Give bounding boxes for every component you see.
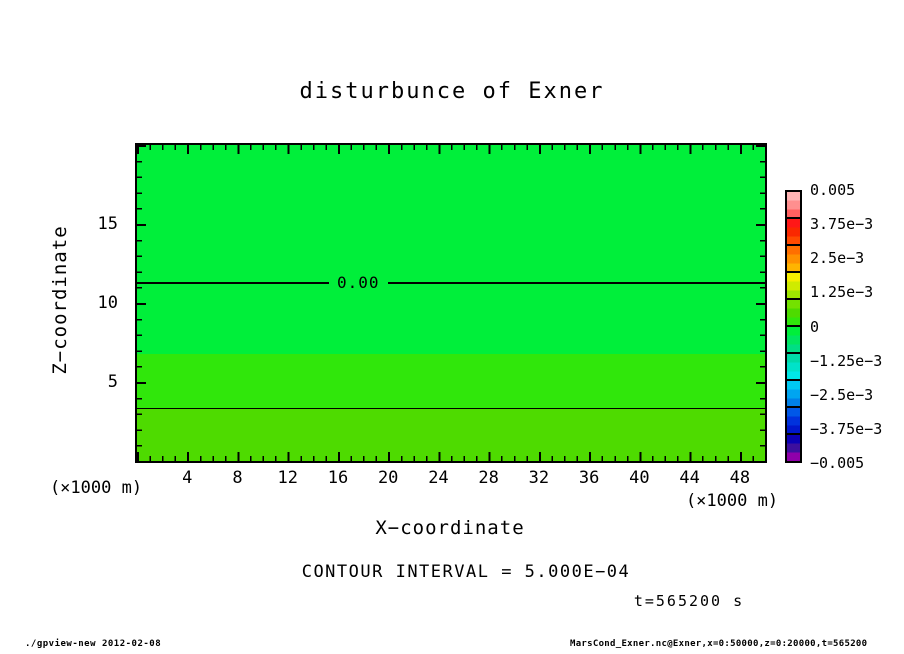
x-tick-label: 32 [528, 468, 550, 488]
x-tick-label: 40 [629, 468, 650, 488]
colorbar-tick-label: 0.005 [810, 181, 856, 199]
x-tick-label: 28 [478, 468, 499, 488]
colorbar [785, 190, 802, 463]
field-band [137, 354, 765, 409]
colorbar-segment [787, 217, 800, 245]
colorbar-segment [787, 379, 800, 407]
field-band [137, 145, 765, 354]
x-tick-label: 36 [578, 468, 600, 488]
colorbar-segment [787, 352, 800, 380]
colorbar-segment [787, 433, 800, 461]
contour-interval-text: CONTOUR INTERVAL = 5.000E−04 [301, 562, 631, 582]
x-tick-label: 48 [729, 468, 751, 488]
colorbar-tick-label: −2.5e−3 [810, 385, 874, 404]
footer-command-text: ./gpview-new 2012-02-08 [25, 639, 162, 649]
x-tick-label: 20 [377, 468, 399, 488]
colorbar-segments [787, 192, 800, 461]
time-annotation: t=565200 s [633, 592, 745, 610]
x-axis-unit: (×1000 m) [685, 491, 779, 511]
colorbar-segment [787, 244, 800, 272]
colorbar-tick-label: 3.75e−3 [810, 215, 874, 234]
colorbar-segment [787, 271, 800, 299]
footer-source-text: MarsCond_Exner.nc@Exner,x=0:50000,z=0:20000,t=565200 [570, 639, 868, 649]
x-tick-label: 4 [182, 468, 193, 488]
x-axis-label: X−coordinate [375, 517, 525, 539]
contour-line [137, 282, 765, 284]
z-axis-label: Z−coordinate [49, 225, 71, 375]
zero-contour-label: 0.00 [329, 272, 388, 294]
colorbar-tick-label: −1.25e−3 [810, 351, 883, 370]
x-tick-label: 12 [277, 468, 298, 488]
contour-line [137, 408, 765, 409]
colorbar-segment [787, 192, 800, 218]
field-band [137, 409, 765, 461]
colorbar-tick-label: 0 [810, 317, 820, 336]
colorbar-segment [787, 298, 800, 326]
field-shading [137, 145, 765, 461]
x-tick-label: 44 [679, 468, 700, 488]
x-axis-tick-labels [135, 468, 767, 490]
colorbar-tick-label: −0.005 [810, 454, 865, 472]
x-tick-label: 8 [232, 468, 243, 488]
colorbar-tick-labels [810, 181, 904, 472]
z-tick-label: 15 [97, 214, 118, 234]
colorbar-tick-label: −3.75e−3 [810, 419, 883, 438]
plot-area [135, 143, 767, 463]
colorbar-tick-label: 2.5e−3 [810, 249, 865, 268]
z-tick-label: 5 [107, 372, 118, 392]
colorbar-segment [787, 406, 800, 434]
colorbar-tick-label: 1.25e−3 [810, 283, 874, 302]
chart-title: disturbunce of Exner [299, 79, 605, 104]
x-tick-label: 24 [428, 468, 449, 488]
z-tick-label: 10 [97, 293, 118, 313]
z-axis-unit: (×1000 m) [49, 478, 143, 498]
colorbar-segment [787, 325, 800, 353]
z-axis-tick-labels [78, 143, 118, 463]
x-tick-label: 16 [327, 468, 349, 488]
